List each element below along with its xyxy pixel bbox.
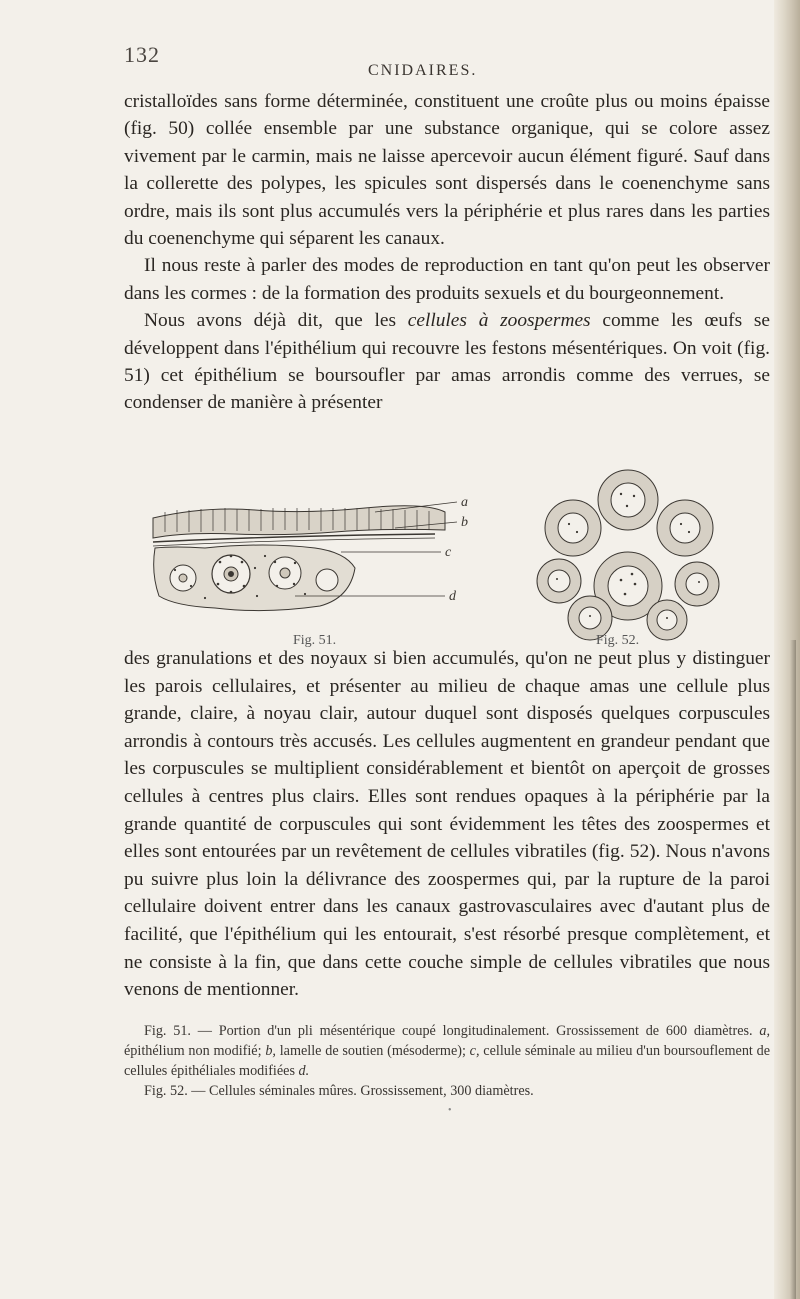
fig51-epithelium-band xyxy=(153,506,445,538)
fig51-letter-d: d xyxy=(449,589,456,604)
print-speck: • xyxy=(448,1105,452,1116)
figure-51-illustration xyxy=(145,478,485,628)
fig52-seminal-cell xyxy=(598,470,658,530)
figure-51-label: Fig. 51. xyxy=(293,633,337,648)
paragraph-3-italic-term: cellules à zoospermes xyxy=(407,310,591,332)
legend-fig-52: Fig. 52. — Cellules séminales mûres. Grossissement, 300 diamètres. xyxy=(144,1083,534,1099)
paragraph-2: Il nous reste à parler des modes de reproduction en tant qu'on peut les observer dans les cormes : de la formation des produits sexuels et du bourgeonnement. xyxy=(124,255,770,304)
figure-legends xyxy=(124,1021,770,1101)
fig51-letter-a: a xyxy=(461,495,468,510)
paragraph-3 xyxy=(124,307,770,417)
paragraph-4: des granulations et des noyaux si bien accumulés, qu'on ne peut plus y distinguer les parois cellulaires, et présenter au milieu de chaque amas une cellule plus grande, claire, à noyau clair, autour duquel sont disposés quelques corpuscules arrondis à contours très accusés. Les cellules augmentent en grandeur pendant que les corpuscules se multiplient considérablement et bientôt on aperçoit de grosses cellules à centres plus clairs. Elles sont rendues opaques à la périphérie par la grande quantité de corpuscules qui sont évidemment les têtes des zoospermes et elles sont entourées par un revêtement de cellules vibratiles (fig. 52). Nous n'avons pu suivre plus loin la délivrance des zoospermes qui, par la rupture de la paroi cellulaire doivent entrer dans les canaux gastrovasculaires avec d'autant plus de facilité, que l'épithélium qui les entourait, s'est résorbé presque complètement, et ne consiste à la fin, que dans cette couche simple de cellules vibratiles que nous venons de mentionner. xyxy=(124,648,770,1001)
figure-52-label: Fig. 52. xyxy=(596,633,640,648)
binding-shadow xyxy=(790,640,796,1299)
legend-51-part-b: épithélium non modifié; xyxy=(124,1043,266,1059)
legend-51-part-c: lamelle de soutien (mésoderme); xyxy=(275,1043,470,1059)
paragraph-3-end: comme les œufs se développent dans l'épithélium qui recouvre les festons mésentériques. On voit (fig. 51) cet épithélium se boursoufler par amas arrondis comme des verrues, se condenser de manière à présenter xyxy=(124,310,771,414)
legend-51-letter-a: a, xyxy=(759,1023,770,1039)
body-text-bottom xyxy=(124,645,770,1004)
page-edge-shadow xyxy=(774,0,800,1299)
legend-51-part-a: Fig. 51. — Portion d'un pli mésentérique coupé longitudinalement. Grossissement de 600 diamètres. xyxy=(144,1023,760,1039)
running-title: CNIDAIRES. xyxy=(368,62,478,79)
legend-51-letter-d: d. xyxy=(298,1063,310,1079)
legend-51-part-d: cellule séminale au milieu d'un boursouflement de cellules épithéliales modifiées xyxy=(124,1043,770,1079)
legend-51-letter-b: b, xyxy=(265,1043,276,1059)
paragraph-3-start: Nous avons déjà dit, que les xyxy=(144,310,408,332)
fig51-letter-c: c xyxy=(445,545,452,560)
page-number: 132 xyxy=(124,42,160,67)
body-text-top xyxy=(124,88,770,417)
fig51-letter-b: b xyxy=(461,515,468,530)
paragraph-1: cristalloïdes sans forme déterminée, constituent une croûte plus ou moins épaisse (fig. 50) collée ensemble par une substance organique, qui se colore assez vivement par le carmin, mais ne laisse apercevoir aucun élément figuré. Sauf dans la collerette des polypes, les spicules sont dispersés dans le coenenchyme sans ordre, mais ils sont plus accumulés vers la périphérie et plus rares dans les parties du coenenchyme qui séparent les canaux. xyxy=(124,91,770,250)
figure-52-illustration xyxy=(535,466,721,646)
legend-51-letter-c: c, xyxy=(469,1043,480,1059)
legend-fig-51 xyxy=(124,1021,770,1081)
